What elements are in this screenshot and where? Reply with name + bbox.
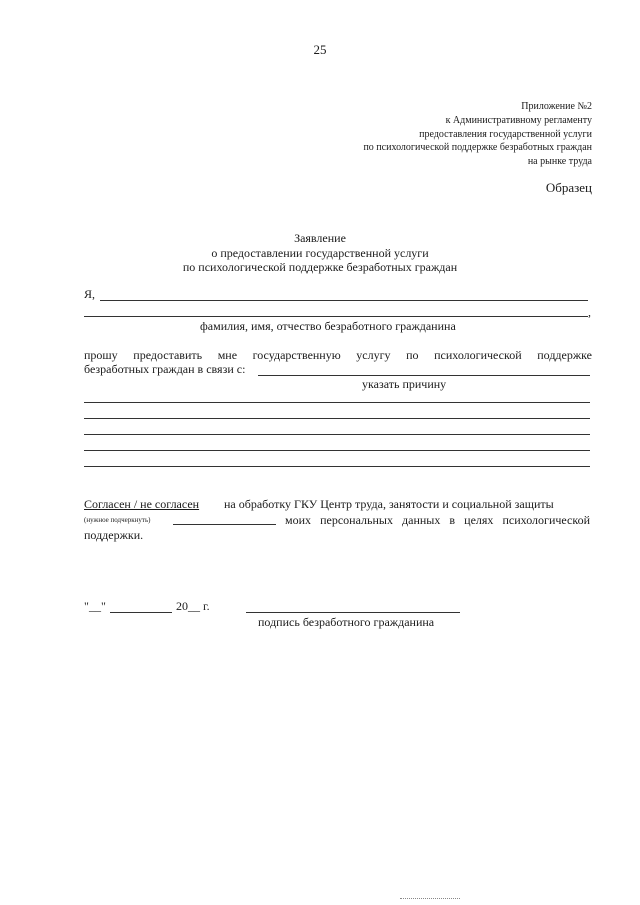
appendix-line-4: по психологической поддержке безработных граждан — [363, 142, 592, 154]
request-line-1-rest: предоставить мне государственную услугу по психологической поддержке — [133, 348, 593, 362]
title-line-3: по психологической поддержке безработных граждан — [182, 260, 458, 274]
fio-field-line-1[interactable] — [100, 300, 588, 301]
request-line-2: безработных граждан в связи с: — [84, 362, 246, 376]
date-year: 20__ г. — [176, 599, 210, 613]
title-line-1: Заявление — [294, 231, 346, 245]
appendix-line-3: предоставления государственной услуги — [419, 128, 592, 140]
document-title — [0, 231, 640, 275]
scan-artifact-line — [400, 898, 460, 899]
reason-field-line-4[interactable] — [84, 434, 590, 435]
appendix-line-5: на рынке труда — [527, 156, 592, 168]
consent-choice[interactable]: Согласен / не согласен — [84, 497, 200, 511]
appendix-line-2: к Административному регламенту — [445, 114, 592, 126]
fio-comma: , — [588, 305, 591, 319]
fio-field-line-2[interactable] — [84, 316, 588, 317]
appendix-block — [363, 100, 592, 169]
reason-field-line-1[interactable] — [258, 375, 590, 376]
consent-note: (нужное подчеркнуть) — [84, 516, 151, 524]
consent-blank-line[interactable] — [173, 524, 276, 525]
date-quote-close: " — [101, 599, 106, 613]
appendix-line-1: Приложение №2 — [521, 101, 592, 112]
date-quote-open: " — [84, 599, 89, 613]
consent-text-1: на обработку ГКУ Центр труда, занятости и социальной защиты — [224, 497, 554, 511]
date-day-blank[interactable]: __ — [89, 599, 101, 613]
reason-caption: указать причину — [362, 377, 447, 391]
fio-caption: фамилия, имя, отчество безработного гражданина — [200, 319, 456, 333]
sample-label: Образец — [545, 180, 592, 195]
consent-text-2: моих персональных данных в целях психологической — [285, 513, 590, 527]
title-line-2: о предоставлении государственной услуги — [211, 245, 429, 260]
signature-caption: подпись безработного гражданина — [258, 615, 435, 629]
ya-label: Я, — [84, 287, 96, 301]
signature-line[interactable] — [246, 612, 460, 613]
reason-field-line-6[interactable] — [84, 466, 590, 467]
reason-field-line-2[interactable] — [84, 402, 590, 403]
consent-text-3: поддержки. — [84, 528, 144, 542]
date-month-line[interactable] — [110, 612, 172, 613]
page-number: 25 — [313, 42, 327, 57]
request-line-1 — [84, 348, 592, 363]
reason-field-line-5[interactable] — [84, 450, 590, 451]
reason-field-line-3[interactable] — [84, 418, 590, 419]
request-word-proshu: прошу — [84, 348, 118, 362]
